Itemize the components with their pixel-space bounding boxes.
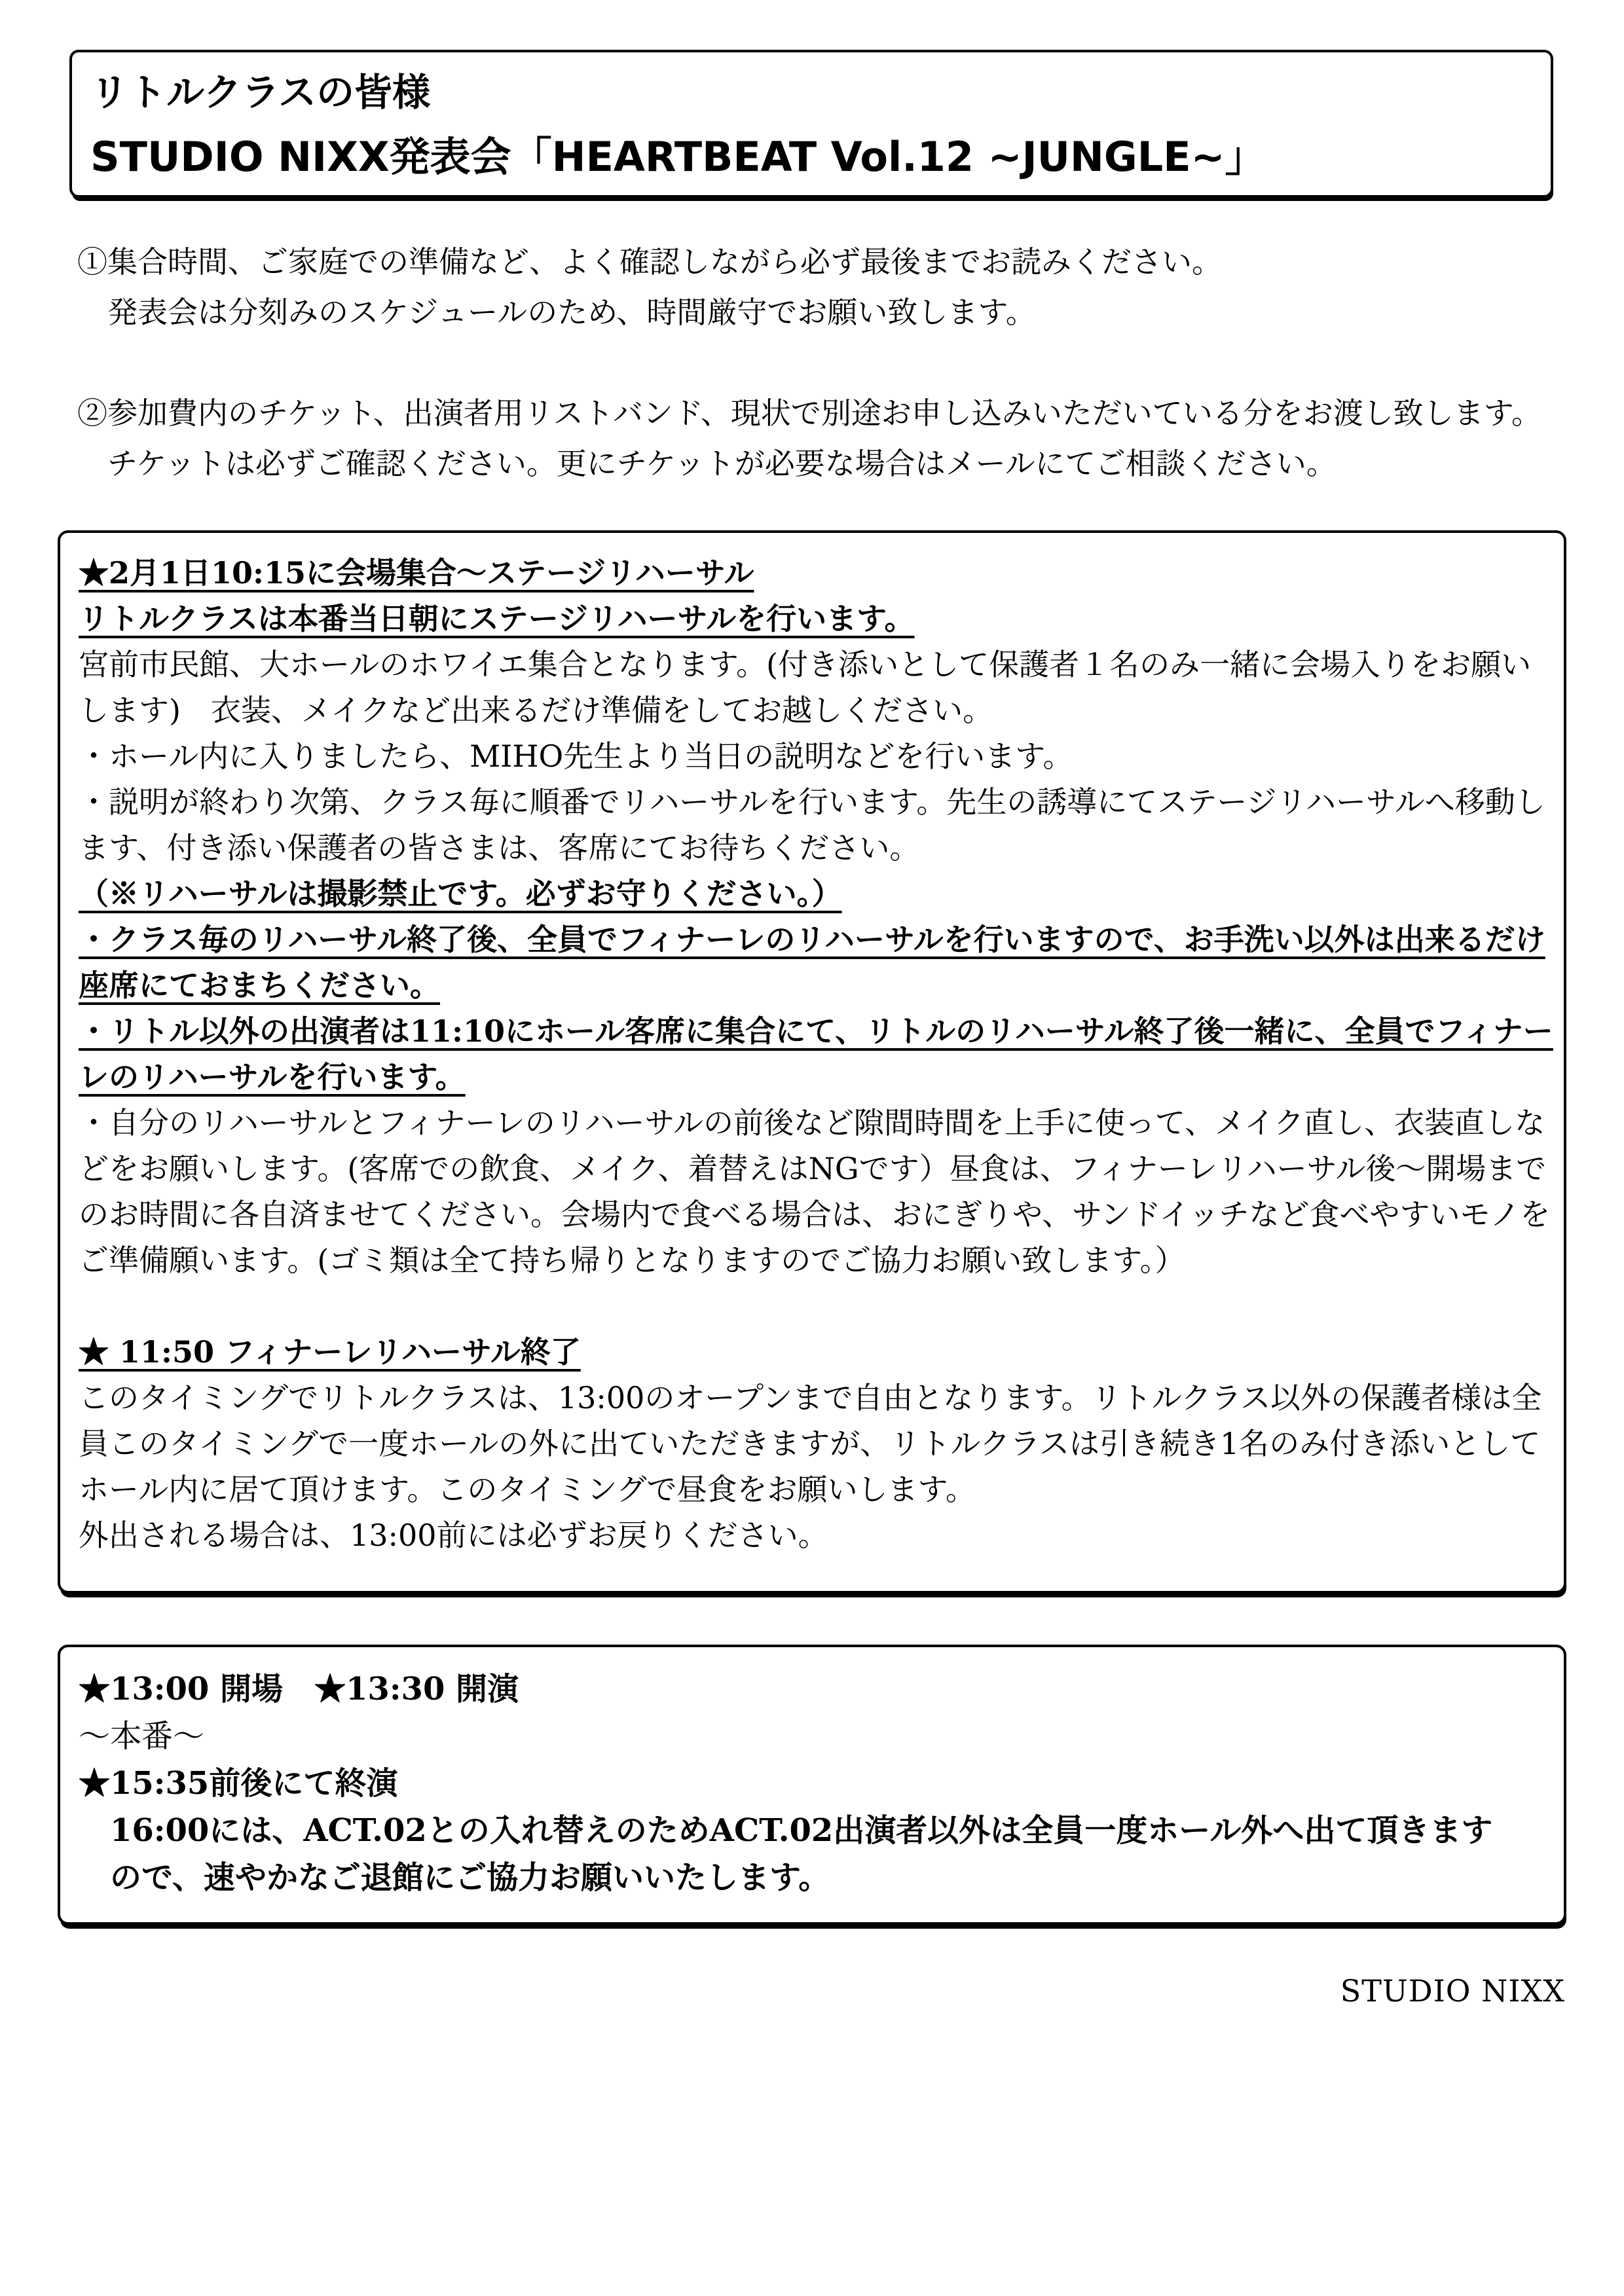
note-2-line-1: ②参加費内のチケット、出演者用リストバンド、現状で別途お申し込みいただいている分をお渡し致します。 [77, 395, 1542, 431]
doors-open-heading: ★13:00 開場 ★13:30 開演 [79, 1671, 519, 1707]
title-box [69, 50, 1553, 198]
hall-exit-note: 16:00には、ACT.02との入れ替えのためACT.02出演者以外は全員一度ホール外へ出て頂きます [110, 1812, 1493, 1849]
finale-rehearsal-note: ・クラス毎のリハーサル終了後、全員でフィナーレのリハーサルを行いますので、お手洗い以外は出来るだけ [79, 922, 1545, 957]
schedule-line: このタイミングでリトルクラスは、13:00のオープンまで自由となります。リトルクラス以外の保護者様は全 [79, 1380, 1542, 1415]
no-photography-note: （※リハーサルは撮影禁止です。必ずお守りください。） [79, 876, 842, 911]
showtime-label: 〜本番〜 [79, 1718, 205, 1755]
schedule-box-afternoon [58, 1645, 1566, 1925]
schedule-line: 員このタイミングで一度ホールの外に出ていただきますが、リトルクラスは引き続き1名のみ付き添いとして [79, 1426, 1541, 1461]
schedule-line: のお時間に各自済ませてください。会場内で食べる場合は、おにぎりや、サンドイッチなど食べやすいモノを [79, 1197, 1551, 1232]
schedule-line: 宮前市民館、大ホールのホワイエ集合となります。(付き添いとして保護者１名のみ一緒に会場入りをお願い [79, 647, 1532, 682]
schedule-line: ・ホール内に入りましたら、MIHO先生より当日の説明などを行います。 [79, 738, 1073, 774]
other-performers-note: ・リトル以外の出演者は11:10にホール客席に集合にて、リトルのリハーサル終了後一緒に、全員でフィナー [79, 1013, 1553, 1049]
note-1-line-1: ①集合時間、ご家庭での準備など、よく確認しながら必ず最後までお読みください。 [77, 244, 1222, 280]
finale-rehearsal-note: 座席にておまちください。 [79, 968, 440, 1003]
intro-gap [77, 338, 1541, 388]
note-2-line-2: チケットは必ずご確認ください。更にチケットが必要な場合はメールにてご相談ください。 [107, 446, 1337, 481]
schedule-line: ます、付き添い保護者の皆さまは、客席にてお待ちください。 [79, 830, 920, 866]
schedule-line: 外出される場合は、13:00前には必ずお戻りください。 [79, 1518, 828, 1553]
schedule-line: ご準備願います。(ゴミ類は全て持ち帰りとなりますのでご協力お願い致します。） [79, 1243, 1185, 1278]
schedule-line: どをお願いします。(客席での飲食、メイク、着替えはNGです）昼食は、フィナーレリハーサル後〜開場まで [79, 1151, 1547, 1186]
other-performers-note: レのリハーサルを行います。 [79, 1059, 466, 1095]
schedule-line: ・説明が終わり次第、クラス毎に順番でリハーサルを行います。先生の誘導にてステージリハーサルへ移動し [79, 784, 1545, 820]
note-1-line-2: 発表会は分刻みのスケジュールのため、時間厳守でお願い致します。 [107, 295, 1036, 330]
section-gap [79, 1283, 1548, 1329]
audience-title: リトルクラスの皆様 [90, 70, 431, 115]
schedule-line: ・自分のリハーサルとフィナーレのリハーサルの前後など隙間時間を上手に使って、メイク直し、衣装直しな [79, 1105, 1545, 1140]
schedule-line: します) 衣装、メイクなど出来るだけ準備をしてお越しください。 [79, 693, 993, 728]
studio-signature: STUDIO NIXX [1340, 1973, 1565, 2009]
intro-notes [77, 237, 1541, 489]
rehearsal-call-heading: ★2月1日10:15に会場集合〜ステージリハーサル [79, 555, 754, 591]
event-title: STUDIO NIXX発表会「HEARTBEAT Vol.12 ~JUNGLE~」 [90, 133, 1266, 181]
finale-end-heading: ★ 11:50 フィナーレリハーサル終了 [79, 1334, 581, 1370]
show-end-heading: ★15:35前後にて終演 [79, 1765, 398, 1802]
schedule-line: ホール内に居て頂けます。このタイミングで昼食をお願いします。 [79, 1472, 976, 1507]
rehearsal-subheading: リトルクラスは本番当日朝にステージリハーサルを行います。 [79, 601, 915, 636]
hall-exit-note: ので、速やかなご退館にご協力お願いいたします。 [110, 1859, 830, 1896]
schedule-box-morning [58, 530, 1566, 1594]
